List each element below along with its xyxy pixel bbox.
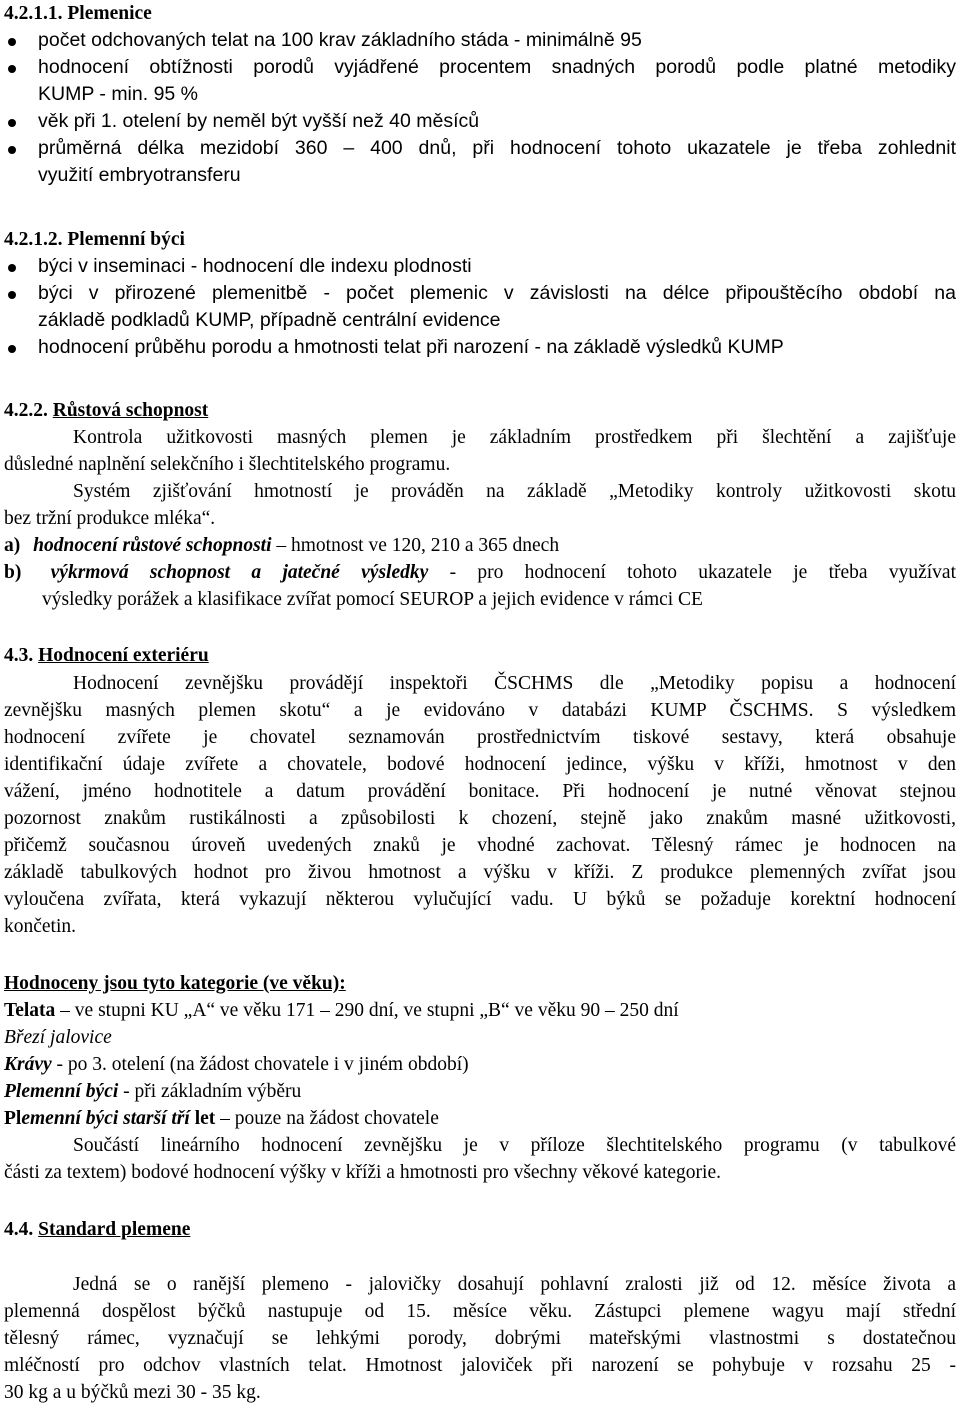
bullet-icon (8, 345, 16, 353)
standard-paragraph (4, 1271, 956, 1406)
bullet-icon (8, 291, 16, 299)
list-item-b: b) výkrmová schopnost a jatečné výsledky - pro hodnocení tohoto ukazatele je třeba využívat (4, 562, 956, 583)
list-item: hodnocení průběhu porodu a hmotnosti telat při narození - na základě výsledků KUMP (4, 334, 956, 361)
list-item: počet odchovaných telat na 100 krav základního stáda - minimálně 95 (4, 27, 956, 54)
paragraph-line: plemenná dospělost býčků nastupuje od 15. měsíce věku. Zástupci plemene wagyu mají střední (4, 1301, 956, 1322)
paragraph-line: Jedná se o ranější plemeno - jalovičky dosahují pohlavní zralosti již od 12. měsíce života a (73, 1274, 956, 1295)
paragraph-line: Součástí lineárního hodnocení zevnějšku je v příloze šlechtitelského programu (v tabulkové (73, 1135, 956, 1156)
category-telata: Telata – ve stupni KU „A“ ve věku 171 – 290 dní, ve stupni „B“ ve věku 90 – 250 dní (4, 1000, 679, 1021)
section-standard-plemene (4, 1216, 956, 1243)
section-heading: 4.2.2. Růstová schopnost (4, 400, 209, 421)
paragraph-line: vážení, jméno hodnotitele a datum provádění bonitace. Při hodnocení je nutné věnovat stejnou (4, 781, 956, 802)
bullet-icon (8, 146, 16, 154)
byci-bullet-list (4, 253, 956, 361)
paragraph-line: identifikační údaje zvířete a chovatele, bodové hodnocení jedince, výšku v kříži, hmotnost v den (4, 754, 956, 775)
list-item: býci v přirozené plemenitbě - počet plemenic v závislosti na délce připouštěcího období na (4, 280, 956, 307)
list-item: hodnocení obtížnosti porodů vyjádřené procentem snadných porodů podle platné metodiky (4, 54, 956, 81)
categories-heading: Hodnoceny jsou tyto kategorie (ve věku): (4, 973, 346, 994)
bullet-icon (8, 119, 16, 127)
list-item-a: a) hodnocení růstové schopnosti – hmotnost ve 120, 210 a 365 dnech (4, 535, 560, 556)
bullet-icon (8, 65, 16, 73)
paragraph-line: přičemž současnou úroveň uvedených znaků je vhodné zachovat. Tělesný rámec je hodnocen na (4, 835, 956, 856)
section-rustova-schopnost (4, 397, 956, 613)
list-item: průměrná délka mezidobí 360 – 400 dnů, při hodnocení tohoto ukazatele je třeba zohlednit (4, 135, 956, 162)
paragraph-line: hodnocení zvířete je chovatel seznamován prostřednictvím tiskové sestavy, která obsahuje (4, 727, 956, 748)
section-plemenni-byci (4, 226, 956, 361)
paragraph-line: části za textem) bodové hodnocení výšky v kříži a hmotnosti pro všechny věkové kategorie. (4, 1162, 721, 1183)
plemenice-bullet-list (4, 27, 956, 189)
list-item-continuation: využití embryotransferu (38, 164, 241, 186)
list-item: býci v inseminaci - hodnocení dle indexu plodnosti (4, 253, 956, 280)
paragraph-line: důsledné naplnění selekčního i šlechtitelského programu. (4, 454, 451, 475)
category-byci: Plemenní býci - při základním výběru (4, 1081, 302, 1102)
list-item-b-continuation: výsledky porážek a klasifikace zvířat pomocí SEUROP a jejich evidence v rámci CE (42, 589, 703, 610)
category-starsi-byci: Plemenní býci starší tří let – pouze na žádost chovatele (4, 1108, 439, 1129)
paragraph-line: vyloučena zvířata, která vykazují některou vylučující vadu. U býků se požaduje korektní hodnocení (4, 889, 956, 910)
paragraph-line: bez tržní produkce mléka“. (4, 508, 216, 529)
paragraph-line: 30 kg a u býčků mezi 30 - 35 kg. (4, 1382, 261, 1403)
section-plemenice (4, 0, 956, 189)
section-hodnoceni-exterieru (4, 642, 956, 940)
section-heading: 4.2.1.2. Plemenní býci (4, 229, 185, 250)
category-kravy: Krávy - po 3. otelení (na žádost chovatele i v jiném období) (4, 1054, 469, 1075)
section-heading: 4.4. Standard plemene (4, 1219, 191, 1240)
bullet-icon (8, 38, 16, 46)
list-item: věk při 1. otelení by neměl být vyšší než 40 měsíců (4, 108, 956, 135)
section-heading: 4.2.1.1. Plemenice (4, 3, 152, 24)
paragraph-line: tělesný rámec, vyznačují se lehkými porody, dobrými mateřskými vlastnostmi s dostatečnou (4, 1328, 956, 1349)
paragraph-line: pozornost znakům rustikálnosti a způsobilosti k chození, stejně jako znakům masné užitkovosti, (4, 808, 956, 829)
list-item-continuation: základě podkladů KUMP, případně centrální evidence (38, 309, 501, 331)
section-kategorie (4, 970, 956, 1186)
paragraph-line: Systém zjišťování hmotností je prováděn na základě „Metodiky kontroly užitkovosti skotu (73, 481, 956, 502)
bullet-icon (8, 264, 16, 272)
category-jalovice: Březí jalovice (4, 1027, 112, 1048)
paragraph-line: Hodnocení zevnějšku provádějí inspektoři ČSCHMS dle „Metodiky popisu a hodnocení (73, 673, 956, 694)
section-heading: 4.3. Hodnocení exteriéru (4, 645, 209, 666)
paragraph-line: končetin. (4, 916, 77, 937)
paragraph-line: základě tabulkových hodnot pro živou hmotnost a výšku v kříži. Z produkce plemenných zvířat jsou (4, 862, 956, 883)
paragraph-line: zevnějšku masných plemen skotu“ a je evidováno v databázi KUMP ČSCHMS. S výsledkem (4, 700, 956, 721)
paragraph-line: Kontrola užitkovosti masných plemen je základním prostředkem při šlechtění a zajišťuje (73, 427, 956, 448)
list-item-continuation: KUMP - min. 95 % (38, 83, 199, 105)
paragraph-line: mléčností pro odchov vlastních telat. Hmotnost jaloviček při narození se pohybuje v rozsahu 25 - (4, 1355, 956, 1376)
